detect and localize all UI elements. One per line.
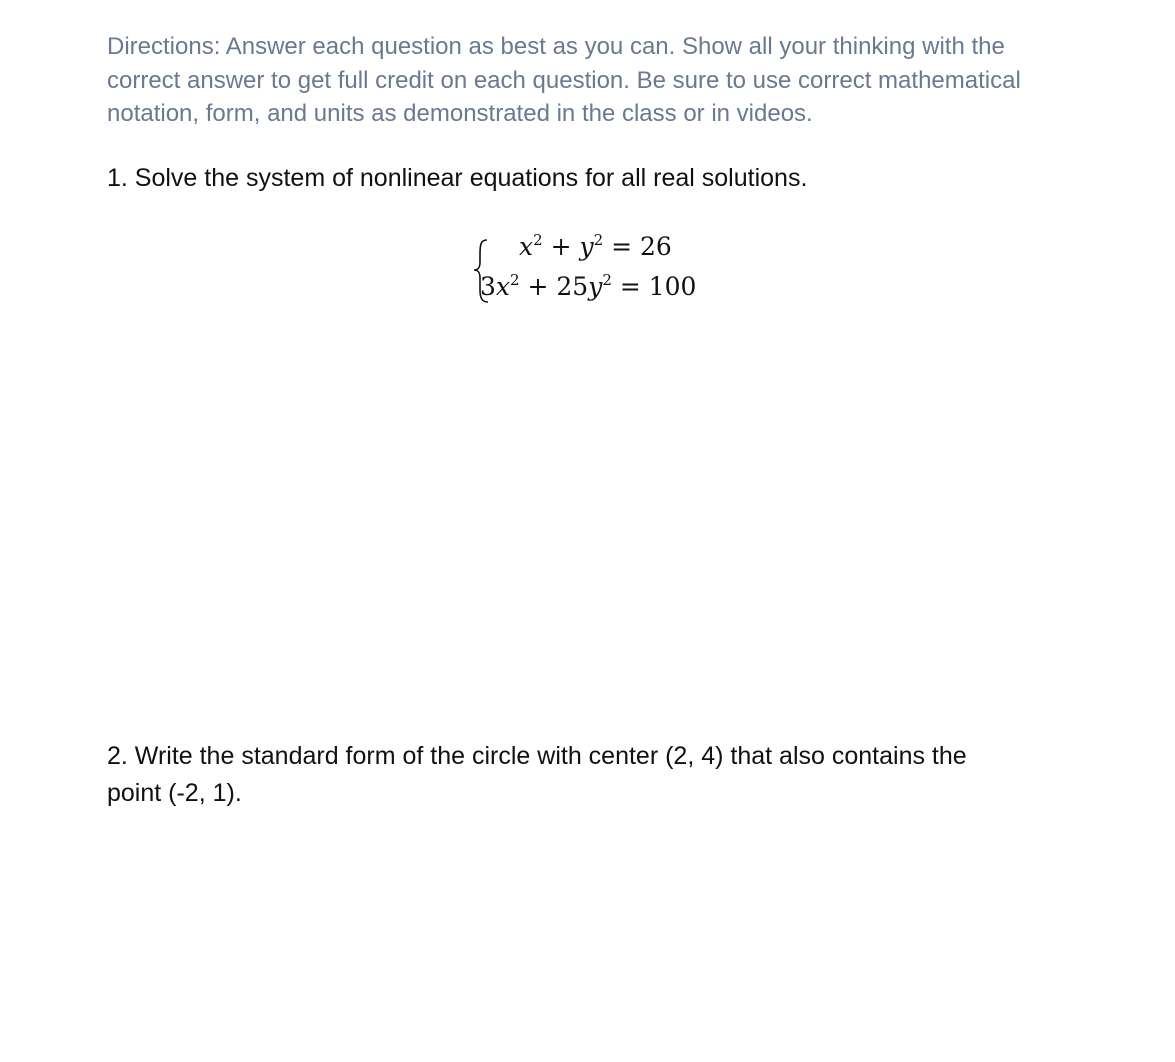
operator: +	[542, 232, 580, 261]
var-y: y	[588, 272, 603, 301]
directions-line: notation, form, and units as demonstrated in the class or in videos.	[107, 100, 813, 127]
equation-rhs: = 26	[603, 232, 672, 261]
question-1	[107, 160, 1097, 197]
equation-1	[519, 232, 672, 265]
equation-2	[480, 272, 696, 305]
question-1-prompt: 1. Solve the system of nonlinear equations for all real solutions.	[107, 164, 808, 192]
operator: + 25	[519, 272, 589, 301]
var-x: x	[519, 232, 534, 261]
var-x: x	[495, 272, 511, 301]
directions-line: Directions: Answer each question as best as you can. Show all your thinking with the	[107, 33, 1005, 60]
directions-text	[107, 30, 1097, 131]
exponent: 2	[510, 271, 520, 289]
var-y: y	[579, 232, 594, 261]
exponent: 2	[533, 231, 543, 249]
equation-system	[470, 228, 790, 308]
question-2	[107, 738, 1097, 811]
directions-line: correct answer to get full credit on each question. Be sure to use correct mathematical	[107, 66, 1021, 94]
equation-rhs: = 100	[611, 272, 697, 301]
exponent: 2	[602, 271, 612, 289]
coefficient: 3	[480, 272, 496, 301]
question-2-prompt-line: point (-2, 1).	[107, 778, 242, 807]
exponent: 2	[593, 231, 604, 249]
question-2-prompt-line: 2. Write the standard form of the circle with center (2, 4) that also contains the	[107, 742, 967, 770]
